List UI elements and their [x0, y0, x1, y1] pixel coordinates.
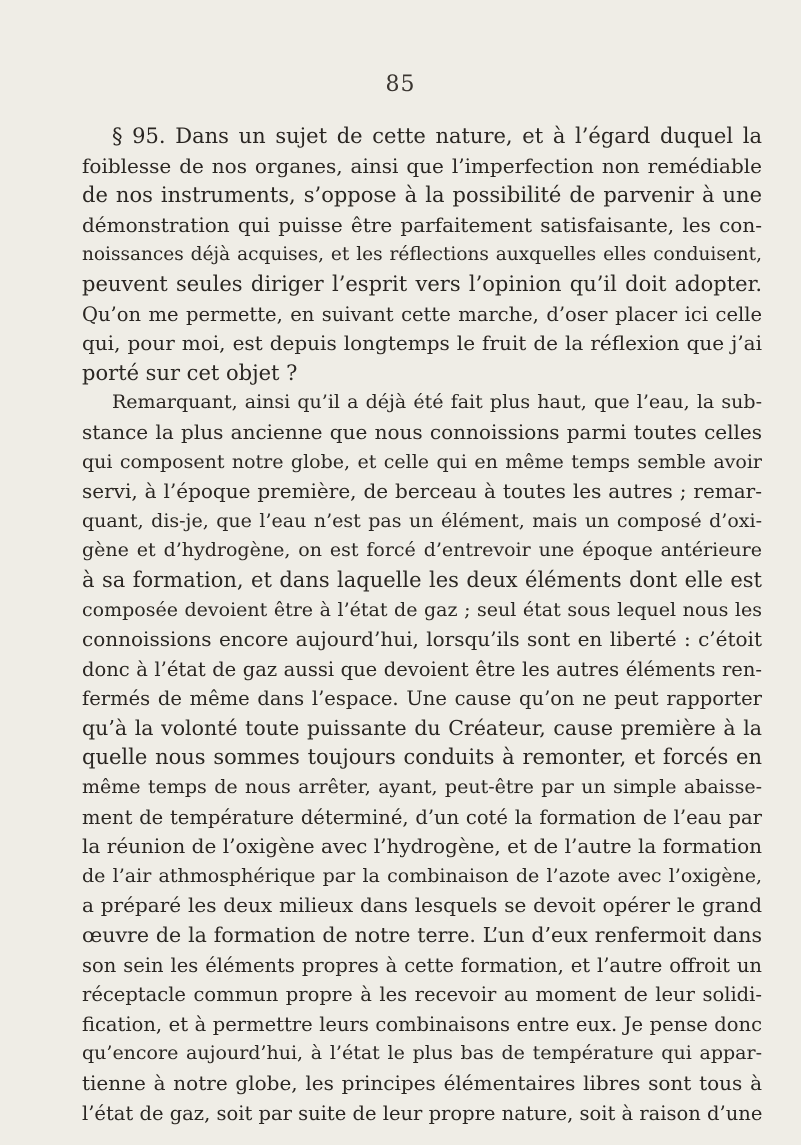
text-line: qu’à la volonté toute puissante du Créateur, cause première à la	[82, 715, 762, 740]
text-line: donc à l’état de gaz aussi que devoient être les autres éléments ren-	[82, 657, 762, 681]
text-line: foiblesse de nos organes, ainsi que l’imperfection non remédiable	[82, 153, 762, 178]
text-line: servi, à l’époque première, de berceau à toutes les autres ; remar-	[82, 479, 762, 504]
text-line: la réunion de l’oxigène avec l’hydrogène, et de l’autre la formation	[82, 834, 762, 859]
text-line: œuvre de la formation de notre terre. L’un d’eux renfermoit dans	[82, 923, 762, 948]
text-line: de nos instruments, s’oppose à la possibilité de parvenir à une	[82, 183, 762, 208]
text-line: l’état de gaz, soit par suite de leur propre nature, soit à raison d’une	[82, 1101, 762, 1125]
text-line: ment de température déterminé, d’un coté la formation de l’eau par	[82, 805, 762, 829]
text-line: réceptacle commun propre à les recevoir au moment de leur solidi-	[82, 983, 762, 1007]
text-line: a préparé les deux milieux dans lesquels se devoit opérer le grand	[82, 893, 762, 918]
text-line: à sa formation, et dans laquelle les deux éléments dont elle est	[82, 567, 762, 592]
text-line: qu’encore aujourd’hui, à l’état le plus bas de température qui appar-	[82, 1042, 762, 1065]
page-number: 85	[385, 72, 416, 97]
text-line: démonstration qui puisse être parfaitement satisfaisante, les con-	[82, 212, 762, 237]
text-line: Remarquant, ainsi qu’il a déjà été fait plus haut, que l’eau, la sub-	[112, 391, 762, 414]
text-line: fication, et à permettre leurs combinaisons entre eux. Je pense donc	[82, 1012, 762, 1036]
text-line: porté sur cet objet ?	[82, 360, 298, 385]
text-line: noissances déjà acquises, et les réflections auxquelles elles conduisent,	[82, 244, 762, 266]
text-line: tienne à notre globe, les principes élémentaires libres sont tous à	[82, 1071, 762, 1095]
text-line: Qu’on me permette, en suivant cette marche, d’oser placer ici celle	[82, 302, 762, 326]
text-line: connoissions encore aujourd’hui, lorsqu’ils sont en liberté : c’étoit	[82, 627, 762, 652]
text-line: stance la plus ancienne que nous connoissions parmi toutes celles	[82, 419, 762, 444]
text-line: son sein les éléments propres à cette formation, et l’autre offroit un	[82, 953, 762, 977]
text-line: peuvent seules diriger l’esprit vers l’opinion qu’il doit adopter.	[82, 271, 762, 296]
text-line: § 95. Dans un sujet de cette nature, et à l’égard duquel la	[112, 124, 762, 148]
text-line: gène et d’hydrogène, on est forcé d’entrevoir une époque antérieure	[82, 539, 762, 562]
text-line: fermés de même dans l’espace. Une cause qu’on ne peut rapporter	[82, 687, 762, 711]
text-line: qui, pour moi, est depuis longtemps le fruit de la réflexion que j’ai	[82, 331, 762, 356]
body-text	[82, 122, 762, 1128]
text-line: composée devoient être à l’état de gaz ; seul état sous lequel nous les	[82, 598, 762, 621]
text-line: qui composent notre globe, et celle qui en même temps semble avoir	[82, 450, 762, 473]
text-line: quant, dis-je, que l’eau n’est pas un élément, mais un composé d’oxi-	[82, 509, 762, 532]
text-line: même temps de nous arrêter, ayant, peut-être par un simple abaisse-	[82, 776, 762, 799]
text-line: de l’air athmosphérique par la combinaison de l’azote avec l’oxigène,	[82, 864, 762, 887]
text-line: quelle nous sommes toujours conduits à remonter, et forcés en	[82, 745, 762, 770]
